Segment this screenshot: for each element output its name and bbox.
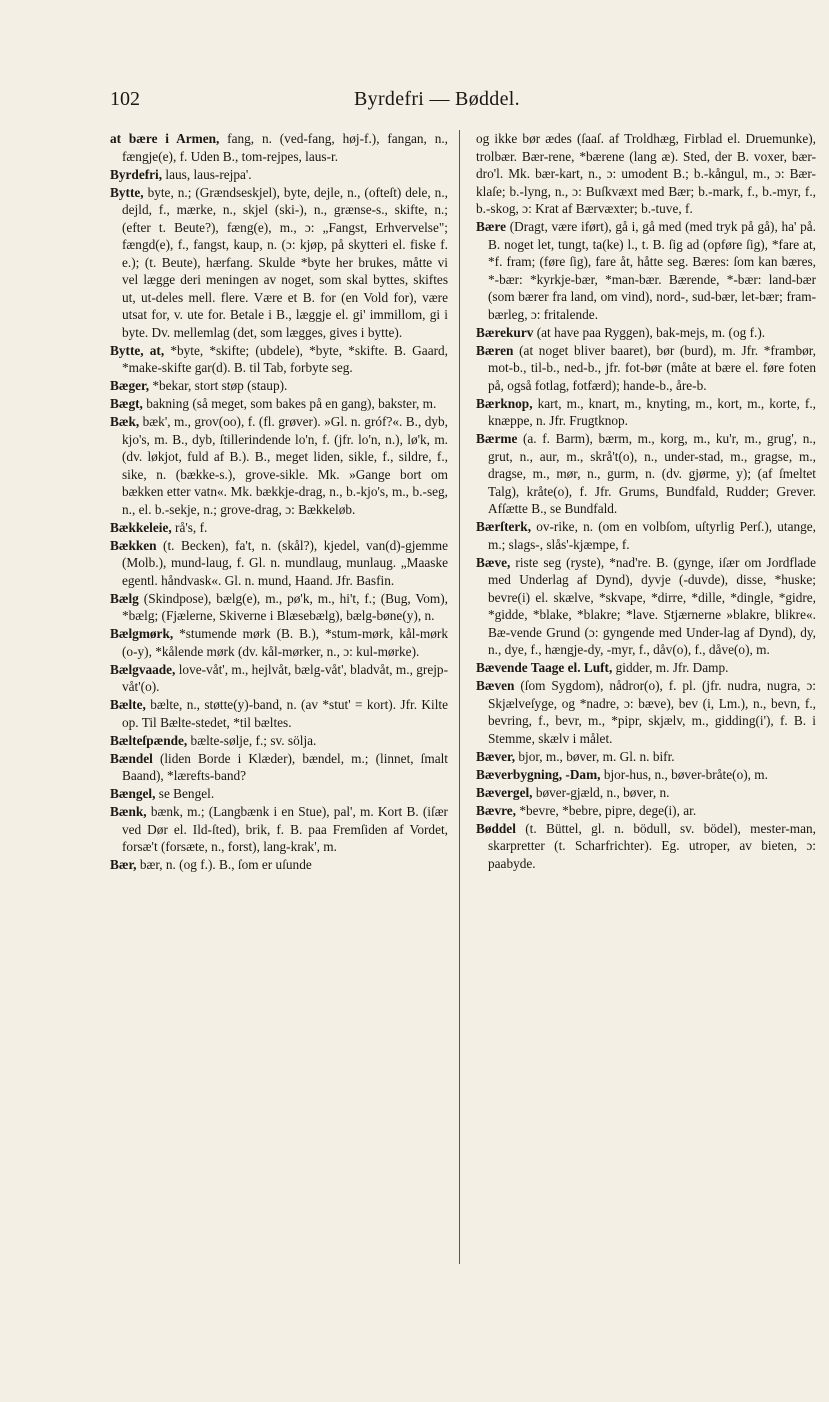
entry-headword: Bænk, xyxy=(110,804,147,819)
dictionary-entry xyxy=(476,130,816,218)
dictionary-entry xyxy=(110,130,448,165)
entry-definition: (t. Becken), fa't, n. (skål?), kjedel, van(d)-gjemme (Molb.), mund-laug, f. Gl. n. mundlaug, munlaug. „Maaske egentl. håndvask«. Gl. n. mund, Haand. Jfr. Basfin. xyxy=(122,537,448,588)
entry-headword: Bævergel, xyxy=(476,784,533,800)
entry-definition: *bevre, *bebre, pipre, dege(i), ar. xyxy=(519,802,697,818)
dictionary-entry xyxy=(110,395,448,413)
entry-definition: bjor-hus, n., bøver-bråte(o), m. xyxy=(603,766,768,782)
left-column xyxy=(110,130,448,1264)
dictionary-entry xyxy=(476,518,816,553)
dictionary-entry xyxy=(110,537,448,590)
entry-headword: Bælg xyxy=(110,590,139,606)
dictionary-entry xyxy=(110,377,448,395)
entry-definition: ov-rike, n. (om en volbſom, uſtyrlig Perſ.), utange, m.; slags-, slås'-kjæmpe, f. xyxy=(488,519,816,552)
entry-headword: Bækkeleie, xyxy=(110,519,172,535)
page-number: 102 xyxy=(110,88,140,110)
entry-headword: Bælteſpænde, xyxy=(110,732,188,748)
dictionary-entry xyxy=(110,750,448,785)
entry-headword: Bængel, xyxy=(110,786,156,801)
entry-headword: Bøddel xyxy=(476,820,516,836)
entry-definition: *stumende mørk (B. B.), *stum-mørk, kål-mørk (o-y), *kålende mørk (dv. kål-mørker, n., ɔ: kul-mørke). xyxy=(122,626,448,659)
dictionary-entry xyxy=(476,218,816,323)
dictionary-entry xyxy=(110,413,448,518)
entry-definition: *byte, *skifte; (ubdele), *byte, *skifte. B. Gaard, *make-skifte gar(d). B. til Tab, forbyte seg. xyxy=(122,342,448,375)
dictionary-entry xyxy=(476,802,816,820)
dictionary-entry xyxy=(110,732,448,750)
dictionary-entry xyxy=(110,625,448,660)
dictionary-entry xyxy=(476,766,816,784)
entry-definition: love-våt', m., hejlvåt, bælg-våt', bladvåt, m., grejp-våt'(o). xyxy=(122,661,448,694)
entry-definition: (ſom Sygdom), nådror(o), f. pl. (jfr. nudra, nugra, ɔ: Skjælveſyge, og *nadre, ɔ: bæve), bev (i, Lm.), n., bevn, f., bevring, f., bevr, m., *pipr, skjælv, m., gidding(i'), f. B. i Stemme, skælv i målet. xyxy=(488,678,816,746)
entry-headword: Bælgmørk, xyxy=(110,626,174,641)
dictionary-entry xyxy=(476,784,816,802)
entry-definition: bjor, m., bøver, m. Gl. n. bifr. xyxy=(518,748,675,764)
dictionary-entry xyxy=(476,677,816,747)
entry-definition: (at noget bliver baaret), bør (burd), m. Jfr. *frambør, mot-b., til-b., ned-b., jfr. fot-bør (måte at bære el. føre foten på, også fotlag, fotfærd); hande-b., åre-b. xyxy=(488,342,816,393)
entry-definition: (liden Borde i Klæder), bændel, m.; (linnet, ſmalt Baand), *lærefts-band? xyxy=(122,750,448,783)
dictionary-entry xyxy=(476,554,816,659)
dictionary-entry xyxy=(476,342,816,395)
dictionary-entry xyxy=(110,342,448,377)
entry-headword: Bævende Taage el. Luft, xyxy=(476,660,613,675)
entry-headword: Bærknop, xyxy=(476,395,533,411)
entry-definition: og ikke bør ædes (ſaaſ. af Troldhæg, Firblad el. Druemunke), trolbær. Bær-rene, *bærene (lang æ). Sted, der B. voxer, bær-dro'l. Mk. bær-kart, n., ɔ: umodent B.; b.-kångul, m., ɔ: Bær-klaſe; b.-lyng, n., ɔ: Buſkvæxt med Bær; b.-mark, f., b.-myr, f., b.-skog, ɔ: Krat af Bærvæxter; b.-tuve, f. xyxy=(476,131,816,216)
dictionary-entry xyxy=(110,661,448,696)
entry-definition: (a. f. Barm), bærm, m., korg, m., ku'r, m., grug', n., grut, n., aur, m., skrå't(o), n., under-stad, m., gragse, m., dragse, m., mør, n., gurm, n. (dv. gjørme, y); (af ſmeltet Talg), kråte(o), f. Jfr. Grums, Bundfald, Rudder; Grever. Afſætte B., se Bundfald. xyxy=(488,431,816,516)
entry-definition: bøver-gjæld, n., bøver, n. xyxy=(535,784,670,800)
entry-definition: bær, n. (og f.). B., ſom er uſunde xyxy=(139,857,312,872)
entry-definition: byte, n.; (Grændseskjel), byte, dejle, n., (ofteſt) dele, n., dejld, f., mærke, n., skjel (ski-), n., grænse-s., skifte, n.; (efter t. Beute?), fæng(e), m., ɔ: „Fangst, Erhvervelse"; fængd(e), f., fangst, kaup, n. (ɔ: kjøp, på skytteri el. fiske f. e.); (t. Beute), hærfang. Skulde *byte her brukes, måtte vi vel lægge deri meningen av noget, som skal byttes, skiftes ut, ut-deles mell. flere. Være et B. for (en Vold for), være utsat for, v. ute for. Betale i B., læggje el. gi' immillom, gi i byte. Dv. mellemlag (det, som lægges, gives i bytte). xyxy=(122,184,448,340)
entry-headword: Bælte, xyxy=(110,697,146,712)
entry-definition: (Dragt, være iført), gå i, gå med (med tryk på gå), ha' på. B. noget let, tungt, ta(ke) l., t. B. ſig ad (opføre ſig), *fare at, *f. fram; (føre ſig), fare åt, håtte seg. Bæres: ſom kan bæres, *-bær: *kyrkje-bær, *man-bær. Bærende, *-bær: land-bær (som bærer fra land, om vind), nord-, sud-bær, let-bær; fram-bærleg, ɔ: fritalende. xyxy=(488,219,816,322)
entry-definition: fang, n. (ved-fang, høj-f.), fangan, n., fængje(e), f. Uden B., tom-rejpes, laus-r. xyxy=(122,131,448,164)
entry-definition: (Skindpose), bælg(e), m., pø'k, m., hi't, f.; (Bug, Vom), *bælg; (Fjælerne, Skiverne i Blæsebælg), bælg-bøne(y), n. xyxy=(122,590,448,623)
entry-definition: bæk', m., grov(oo), f. (fl. grøver). »Gl. n. gróf?«. B., dyb, kjo's, m. B., dyb, ſtillerindende lo'n, f. (jfr. lo'n, n.), lø'k, m. (dv. løkjot, fuld af B.). B., meget liden, sikle, f., sildre, f., sike, n. (bække-s.), grove-sikle. Mk. »Gange bort om bækken etter vatn«. Mk. bækkje-drag, n., b.-kjo's, m., b.-seg, n., el. b.-sekje, n.; grove-drag, ɔ: Bækkeløb. xyxy=(122,414,448,517)
entry-definition: rå's, f. xyxy=(175,519,208,535)
entry-headword: Bælgvaade, xyxy=(110,661,176,677)
entry-headword: Bæven xyxy=(476,678,515,693)
entry-headword: Bærekurv xyxy=(476,324,534,340)
entry-definition: gidder, m. Jfr. Damp. xyxy=(615,660,729,675)
entry-headword: Bækken xyxy=(110,537,157,553)
dictionary-entry xyxy=(476,395,816,430)
running-title: Byrdefri — Bøddel. xyxy=(354,88,520,110)
entry-headword: Bændel xyxy=(110,750,153,766)
dictionary-entry xyxy=(110,785,448,803)
entry-definition: (t. Büttel, gl. n. bödull, sv. bödel), mester-man, skarpretter (t. Scharfrichter). Eg. utroper, av bieten, ɔ: paabyde. xyxy=(488,820,816,871)
entry-definition: bakning (så meget, som bakes på en gang), bakster, m. xyxy=(146,396,437,411)
entry-definition: kart, m., knart, m., knyting, m., kort, m., korte, f., knæppe, n. Jfr. Frugtknop. xyxy=(488,395,816,428)
dictionary-entry xyxy=(110,696,448,731)
entry-headword: Bære xyxy=(476,219,507,234)
entry-headword: Bæverbygning, -Dam, xyxy=(476,766,601,782)
dictionary-entry xyxy=(476,324,816,342)
entry-definition: bænk, m.; (Langbænk i en Stue), pal', m. Kort B. (iſær ved Dør el. Ild-ſted), brik, f. B. paa Fremſiden af Vordet, forsæ't (forsæte, n., forst), lang-krak', m. xyxy=(122,804,448,854)
dictionary-entry xyxy=(476,659,816,677)
entry-definition: *bekar, stort støp (staup). xyxy=(152,378,288,393)
entry-headword: Bæk, xyxy=(110,414,140,429)
entry-headword: Bær, xyxy=(110,857,137,872)
entry-headword: Bæver, xyxy=(476,748,516,764)
entry-headword: Byrdefri, xyxy=(110,166,163,182)
entry-definition: (at have paa Ryggen), bak-mejs, m. (og f.). xyxy=(536,324,766,340)
entry-headword: Bævre, xyxy=(476,802,517,818)
dictionary-entry xyxy=(110,856,448,874)
entry-definition: bælte-sølje, f.; sv. sölja. xyxy=(190,732,317,748)
page-header xyxy=(110,84,733,118)
entry-definition: laus, laus-rejpa'. xyxy=(165,166,252,182)
entry-headword: at bære i Armen, xyxy=(110,131,220,146)
column-divider xyxy=(459,130,460,1264)
dictionary-entry xyxy=(110,590,448,625)
right-column xyxy=(476,130,816,1264)
entry-headword: Bægt, xyxy=(110,396,143,411)
entry-headword: Bærſterk, xyxy=(476,519,532,534)
dictionary-entry xyxy=(476,748,816,766)
entry-headword: Bytte, at, xyxy=(110,342,165,358)
entry-headword: Bæve, xyxy=(476,554,511,570)
entry-headword: Bæren xyxy=(476,342,514,358)
entry-definition: bælte, n., støtte(y)-band, n. (av *stut' = kort). Jfr. Kilte op. Til Bælte-stedet, *til bæltes. xyxy=(122,697,448,730)
dictionary-entry xyxy=(110,166,448,184)
entry-headword: Bærme xyxy=(476,431,518,446)
entry-definition: riste seg (ryste), *nad're. B. (gynge, iſær om Jordflade med Underlag af Dynd), dyvje (-duvde), disse, *huske; bevre(i) el. skælve, *skvape, *dirre, *dille, *dingle, *gidre, *gidde, *blake, *blakre; *lave. Stjærnerne »blakre, blikre«. Bæ-vende Grund (ɔ: gyngende med Under-lag af Dynd), dy, n., dye, f., hængje-dy, -myr, f., dåv(o), f., dåve(o), m. xyxy=(488,554,816,657)
entry-definition: se Bengel. xyxy=(158,786,215,801)
dictionary-entry xyxy=(476,820,816,873)
dictionary-entry xyxy=(110,184,448,342)
dictionary-entry xyxy=(476,430,816,518)
dictionary-entry xyxy=(110,803,448,856)
dictionary-entry xyxy=(110,519,448,537)
entry-headword: Bæger, xyxy=(110,378,150,393)
entry-headword: Bytte, xyxy=(110,184,144,200)
